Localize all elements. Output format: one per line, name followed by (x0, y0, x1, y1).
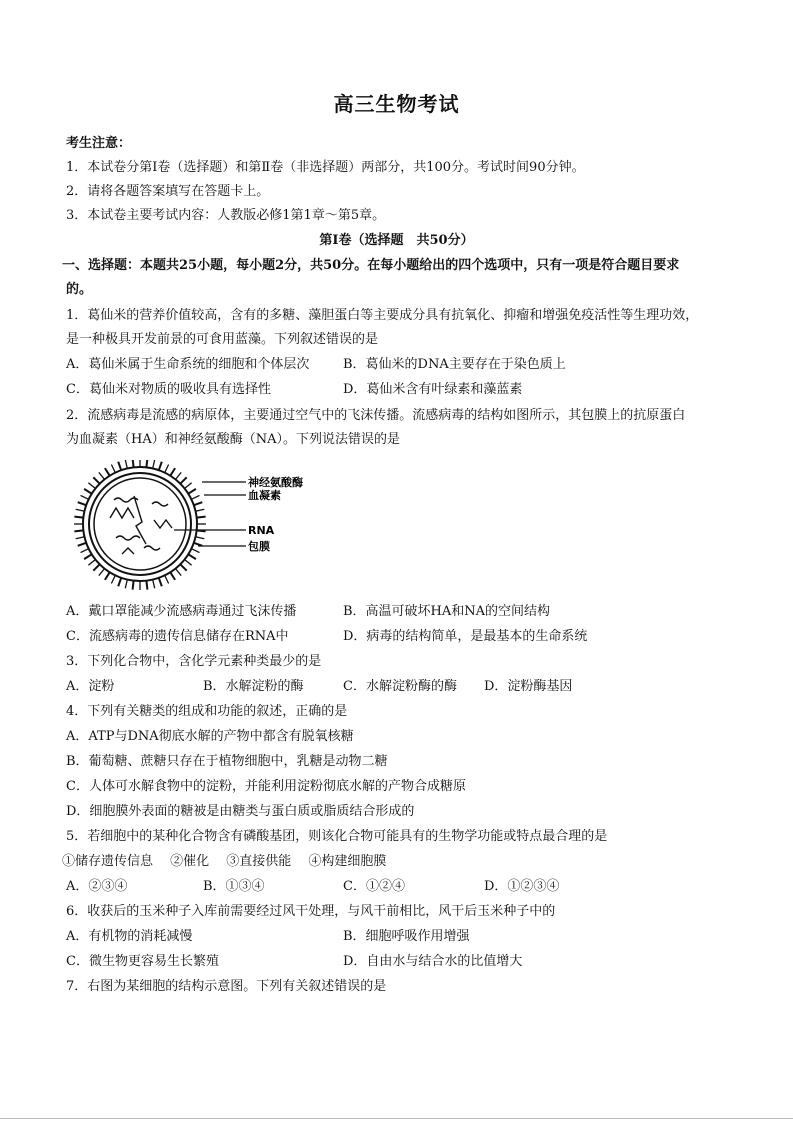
page-bottom-divider (0, 1118, 793, 1119)
envelope-spike (84, 554, 92, 559)
envelope-spike (188, 489, 196, 494)
q2-option-d: D．病毒的结构简单，是最基本的生命系统 (343, 629, 588, 644)
envelope-spike (93, 564, 99, 570)
q1-stem-line1: 1．葛仙米的营养价值较高，含有的多糖、藻胆蛋白等主要成分具有抗氧化、抑瘤和增强免疫活性等生理功效， (66, 308, 699, 323)
envelope-spike (74, 517, 83, 518)
label-neuraminidase: 神经氨酸酶 (248, 476, 303, 489)
envelope-spike (176, 472, 182, 479)
envelope-spike (197, 517, 206, 518)
q4-option-b: B．葡萄糖、蔗糖只存在于植物细胞中，乳糖是动物二糖 (66, 754, 388, 769)
envelope-spike (185, 483, 192, 489)
q3-option-a: A．淀粉 (66, 679, 115, 694)
envelope-spike (146, 460, 147, 467)
q2-stem-line2: 为血凝素（HA）和神经氨酸酶（NA）。下列说法错误的是 (66, 432, 400, 447)
q6-option-c: C．微生物更容易生长繁殖 (66, 954, 219, 969)
q5-stem-line2: ①储存遗传信息 ②催化 ③直接供能 ④构建细胞膜 (62, 854, 387, 869)
envelope-spike (99, 569, 105, 576)
q3-option-b: B．水解淀粉的酶 (203, 679, 304, 694)
envelope-spike (194, 543, 203, 546)
envelope-spike (88, 483, 95, 489)
q4-option-d: D．细胞膜外表面的糖被是由糖类与蛋白质或脂质结合形成的 (66, 804, 415, 819)
q7-stem: 7．右图为某细胞的结构示意图。下列有关叙述错误的是 (66, 979, 387, 994)
envelope-spike (159, 578, 162, 587)
envelope-spike (165, 465, 169, 473)
label-envelope: 包膜 (248, 540, 270, 553)
envelope-spike (133, 581, 134, 590)
envelope-spike (176, 569, 182, 576)
q1-stem-line2: 是一种极具开发前景的可食用蓝藻。下列叙述错误的是 (66, 332, 379, 347)
envelope-spike (185, 560, 192, 566)
envelope-spike (84, 489, 92, 494)
q4-option-c: C．人体可水解食物中的淀粉，并能利用淀粉彻底水解的产物合成糖原 (66, 779, 466, 794)
envelope-spike (170, 468, 175, 476)
label-hemagglutinin: 血凝素 (248, 489, 281, 502)
envelope-spike (111, 465, 115, 473)
q5-option-b: B．①③④ (203, 879, 265, 894)
envelope-spike (76, 509, 85, 511)
envelope-spike (194, 502, 203, 505)
q2-option-a: A．戴口罩能减少流感病毒通过飞沫传播 (66, 604, 297, 619)
q2-option-b: B．高温可破坏HA和NA的空间结构 (343, 604, 551, 619)
envelope-spike (170, 572, 175, 580)
envelope-spike (81, 495, 89, 499)
envelope-spike (191, 495, 199, 499)
q4-option-a: A．ATP与DNA彻底水解的产物中都含有脱氧核糖 (66, 729, 354, 744)
envelope-spike (88, 560, 95, 566)
envelope-spike (133, 460, 134, 467)
notice-item-2: 2．请将各题答案填写在答题卡上。 (66, 184, 270, 199)
envelope-spike (125, 580, 127, 589)
q1-option-d: D．葛仙米含有叶绿素和藻蓝素 (343, 382, 523, 397)
q6-stem: 6．收获后的玉米种子入库前需要经过风干处理，与风干前相比，风干后玉米种子中的 (66, 904, 556, 919)
q5-option-a: A．②③④ (66, 879, 128, 894)
envelope-spike (111, 575, 115, 583)
envelope-spike (159, 462, 162, 471)
envelope-spike (196, 509, 205, 511)
envelope-spike (99, 472, 105, 479)
q6-option-a: A．有机物的消耗减慢 (66, 929, 193, 944)
q5-option-d: D．①②③④ (484, 879, 560, 894)
q4-stem: 4．下列有关糖类的组成和功能的叙述，正确的是 (66, 704, 348, 719)
envelope-spike (93, 477, 99, 483)
virus-diagram-svg (62, 460, 322, 590)
part-instruction-line1: 一、选择题：本题共25小题，每小题2分，共50分。在每小题给出的四个选项中，只有一项是符合题目要求 (62, 258, 680, 273)
envelope-spike (78, 502, 87, 505)
influenza-virus-figure (62, 460, 322, 590)
q3-option-c: C．水解淀粉酶的酶 (343, 679, 457, 694)
envelope-spike (146, 581, 147, 590)
q1-option-b: B．葛仙米的DNA主要存在于染色质上 (343, 357, 566, 372)
q2-stem-line1: 2．流感病毒是流感的病原体，主要通过空气中的飞沫传播。流感病毒的结构如图所示，其包膜上的抗原蛋白 (66, 408, 686, 423)
envelope-spike (105, 468, 110, 476)
q1-option-a: A．葛仙米属于生命系统的细胞和个体层次 (66, 357, 310, 372)
page-title: 高三生物考试 (333, 92, 460, 116)
envelope-spike (188, 554, 196, 559)
rna-segments (110, 496, 172, 554)
envelope-spike (153, 580, 155, 589)
envelope-spike (105, 572, 110, 580)
q1-option-c: C．葛仙米对物质的吸收具有选择性 (66, 382, 271, 397)
section-title: 第Ⅰ卷（选择题 共50分） (319, 233, 474, 248)
envelope-spike (196, 537, 205, 539)
envelope-spike (81, 549, 89, 553)
q6-option-d: D．自由水与结合水的比值增大 (343, 954, 523, 969)
envelope-spike (191, 549, 199, 553)
q5-stem-line1: 5．若细胞中的某种化合物含有磷酸基团，则该化合物可能具有的生物学功能或特点最合理的是 (66, 829, 608, 844)
envelope-spike (165, 575, 169, 583)
notice-item-1: 1．本试卷分第Ⅰ卷（选择题）和第Ⅱ卷（非选择题）两部分，共100分。考试时间90分钟。 (66, 160, 585, 175)
part-instruction-line2: 的。 (66, 282, 93, 297)
q2-option-c: C．流感病毒的遗传信息储存在RNA中 (66, 629, 289, 644)
notice-heading: 考生注意： (66, 136, 132, 151)
q5-option-c: C．①②④ (343, 879, 405, 894)
envelope-spike (153, 460, 155, 468)
q3-stem: 3．下列化合物中，含化学元素种类最少的是 (66, 654, 322, 669)
q6-option-b: B．细胞呼吸作用增强 (343, 929, 470, 944)
envelope-spike (180, 564, 186, 570)
notice-item-3: 3．本试卷主要考试内容：人教版必修1第1章～第5章。 (66, 208, 386, 223)
envelope-spike (78, 543, 87, 546)
envelope-spike (180, 477, 186, 483)
envelope-spike (118, 578, 121, 587)
envelope-spike (76, 537, 85, 539)
envelope-spike (118, 462, 121, 471)
q3-option-d: D．淀粉酶基因 (484, 679, 573, 694)
envelope-spike (74, 530, 83, 531)
label-rna: RNA (248, 524, 275, 537)
envelope-spike (125, 460, 127, 468)
